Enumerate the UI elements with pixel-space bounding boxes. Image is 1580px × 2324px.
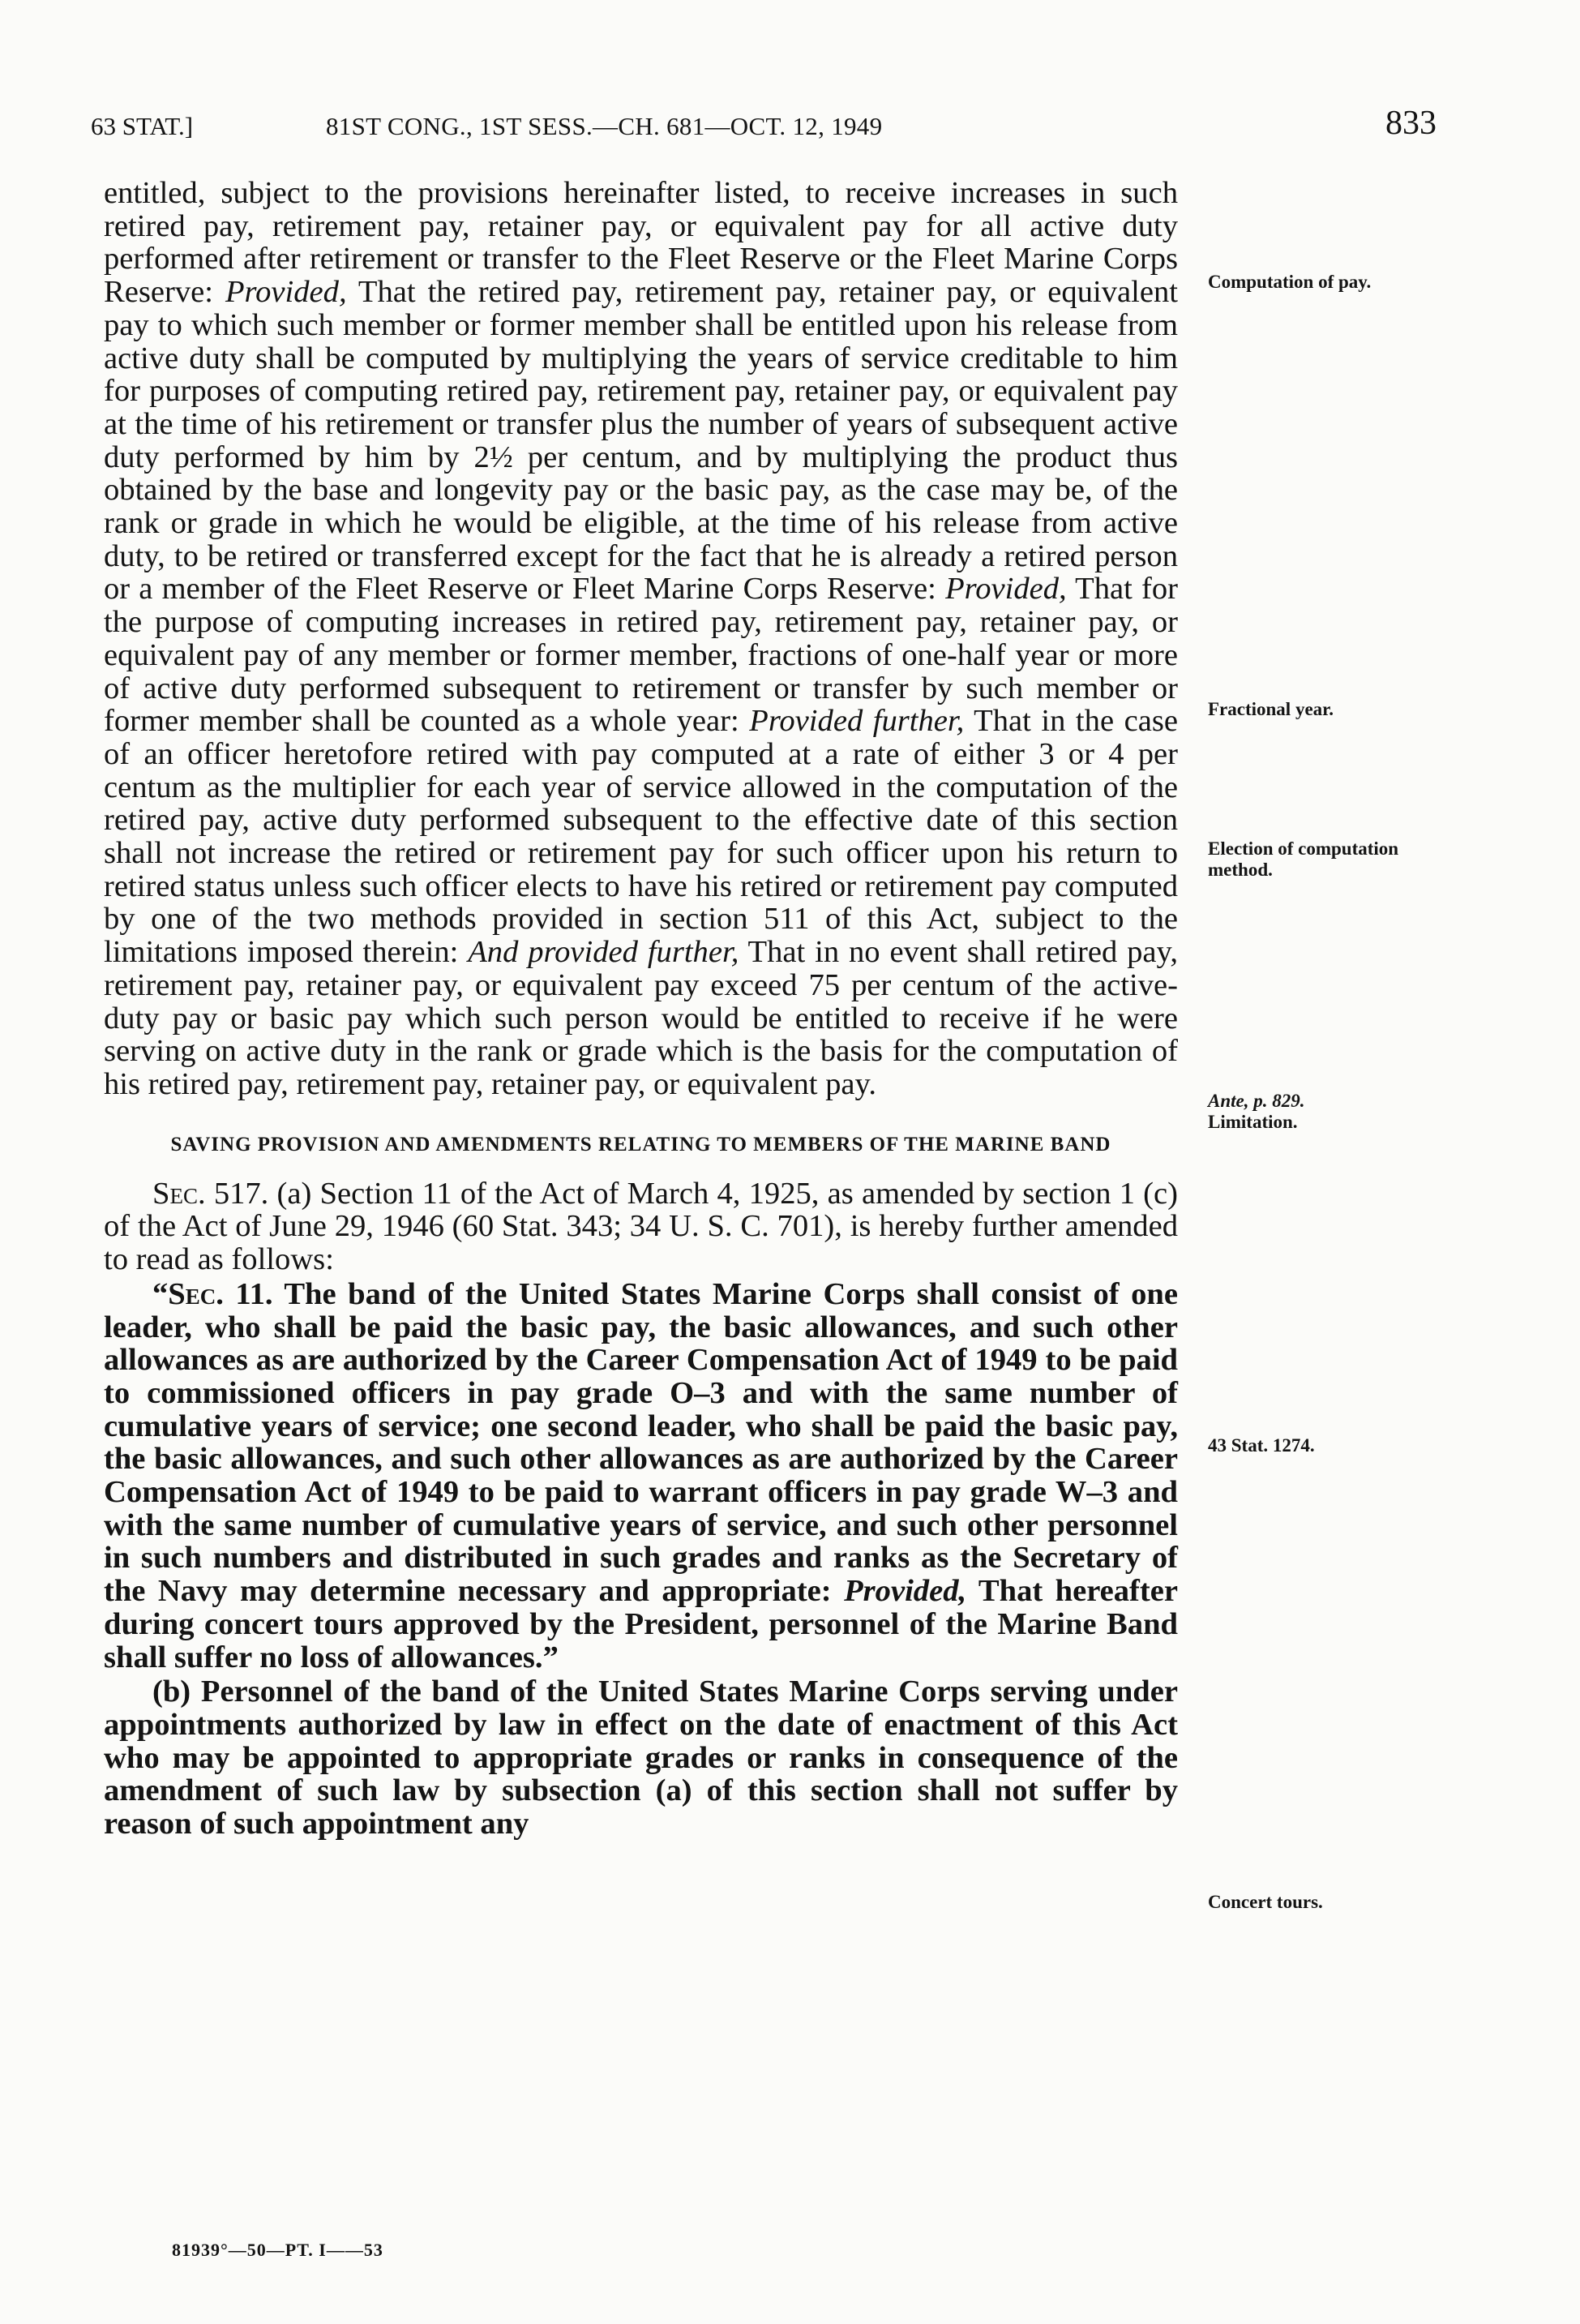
page-number: 833 [1385, 105, 1437, 142]
session-line: 81ST CONG., 1ST SESS.—CH. 681—OCT. 12, 1949 [326, 112, 883, 140]
section-heading: SAVING PROVISION AND AMENDMENTS RELATING TO MEMBERS OF THE MARINE BAND [170, 1133, 1111, 1156]
margin-note-fractional-year: Fractional year. [1208, 699, 1334, 719]
margin-note-limitation: Limitation. [1208, 1112, 1298, 1132]
volume-reference: 63 STAT.] [91, 112, 194, 140]
margin-note-computation: Computation of pay. [1208, 272, 1372, 292]
print-code-footer: 81939°—50—PT. I——53 [172, 2240, 383, 2260]
margin-note-election: Election of computation method. [1208, 838, 1399, 880]
main-text [104, 177, 1178, 1841]
section-517-paragraph: Sec. 517. (a) Section 11 of the Act of March 4, 1925, as amended by section 1 (c) of the Act of June 29, 1946 (60 Stat. 343; 34 U. S. C. 701), is hereby further amended to read as follows: [104, 1176, 1178, 1277]
section-11-amendment: “Sec. 11. The band of the United States Marine Corps shall consist of one leader, who shall be paid the basic pay, the basic allowances, and such other allowances as are authorized by the Career Compensation Act of 1949 to be paid to commissioned officers in pay grade O–3 and with the same number of cumulative years of service; one second leader, who shall be paid the basic pay, the basic allowances, and such other allowances as are authorized by the Career Compensation Act of 1949 to be paid to warrant officers in pay grade W–3 and with the same number of cumulative years of service, and such other personnel in such numbers and distributed in such grades and ranks as the Secretary of the Navy may determine necessary and appropriate: Provided, That hereafter during concert tours approved by the President, personnel of the Marine Band shall suffer no loss of allowances.” [104, 1276, 1178, 1674]
page-header [91, 104, 1437, 152]
margin-note-stat: 43 Stat. 1274. [1208, 1435, 1315, 1456]
subsection-b-paragraph: (b) Personnel of the band of the United States Marine Corps serving under appointments authorized by law in effect on the date of enactment of this Act who may be appointed to appropriate grades or ranks in consequence of the amendment of such law by subsection (a) of this section shall not suffer by reason of such appointment any [104, 1674, 1178, 1842]
margin-note-ante: Ante, p. 829. [1208, 1091, 1305, 1111]
margin-note-concert-tours: Concert tours. [1208, 1892, 1323, 1912]
paragraph-retired-pay-increases: entitled, subject to the provisions hereinafter listed, to receive increases in such retired pay, retirement pay, retainer pay, or equivalent pay for all active duty performed after retirement or transfer to the Fleet Reserve or the Fleet Marine Corps Reserve: Provided, That the retired pay, retirement pay, retainer pay, or equivalent pay to which such member or former member shall be entitled upon his release from active duty shall be computed by multiplying the years of service creditable to him for purposes of computing retired pay, retirement pay, retainer pay, or equivalent pay at the time of his retirement or transfer plus the number of years of subsequent active duty performed by him by 2½ per centum, and by multiplying the product thus obtained by the base and longevity pay or the basic pay, as the case may be, of the rank or grade in which he would be eligible, at the time of his release from active duty, to be retired or transferred except for the fact that he is already a retired person or a member of the Fleet Reserve or Fleet Marine Corps Reserve: Provided, That for the purpose of computing increases in retired pay, retirement pay, retainer pay, or equivalent pay of any member or former member, fractions of one-half year or more of active duty performed subsequent to retirement or transfer by such member or former member shall be counted as a whole year: Provided further, That in the case of an officer heretofore retired with pay computed at a rate of either 3 or 4 per centum as the multiplier for each year of service allowed in the computation of the retired pay, active duty performed subsequent to the effective date of this section shall not increase the retired or retirement pay for such officer upon his return to retired status unless such officer elects to have his retired or retirement pay computed by one of the two methods provided in section 511 of this Act, subject to the limitations imposed therein: And provided further, That in no event shall retired pay, retirement pay, retainer pay, or equivalent pay exceed 75 per centum of the active-duty pay or basic pay which such person would be entitled to receive if he were serving on active duty in the rank or grade which is the basis for the computation of his retired pay, retirement pay, retainer pay, or equivalent pay. [104, 176, 1178, 1101]
